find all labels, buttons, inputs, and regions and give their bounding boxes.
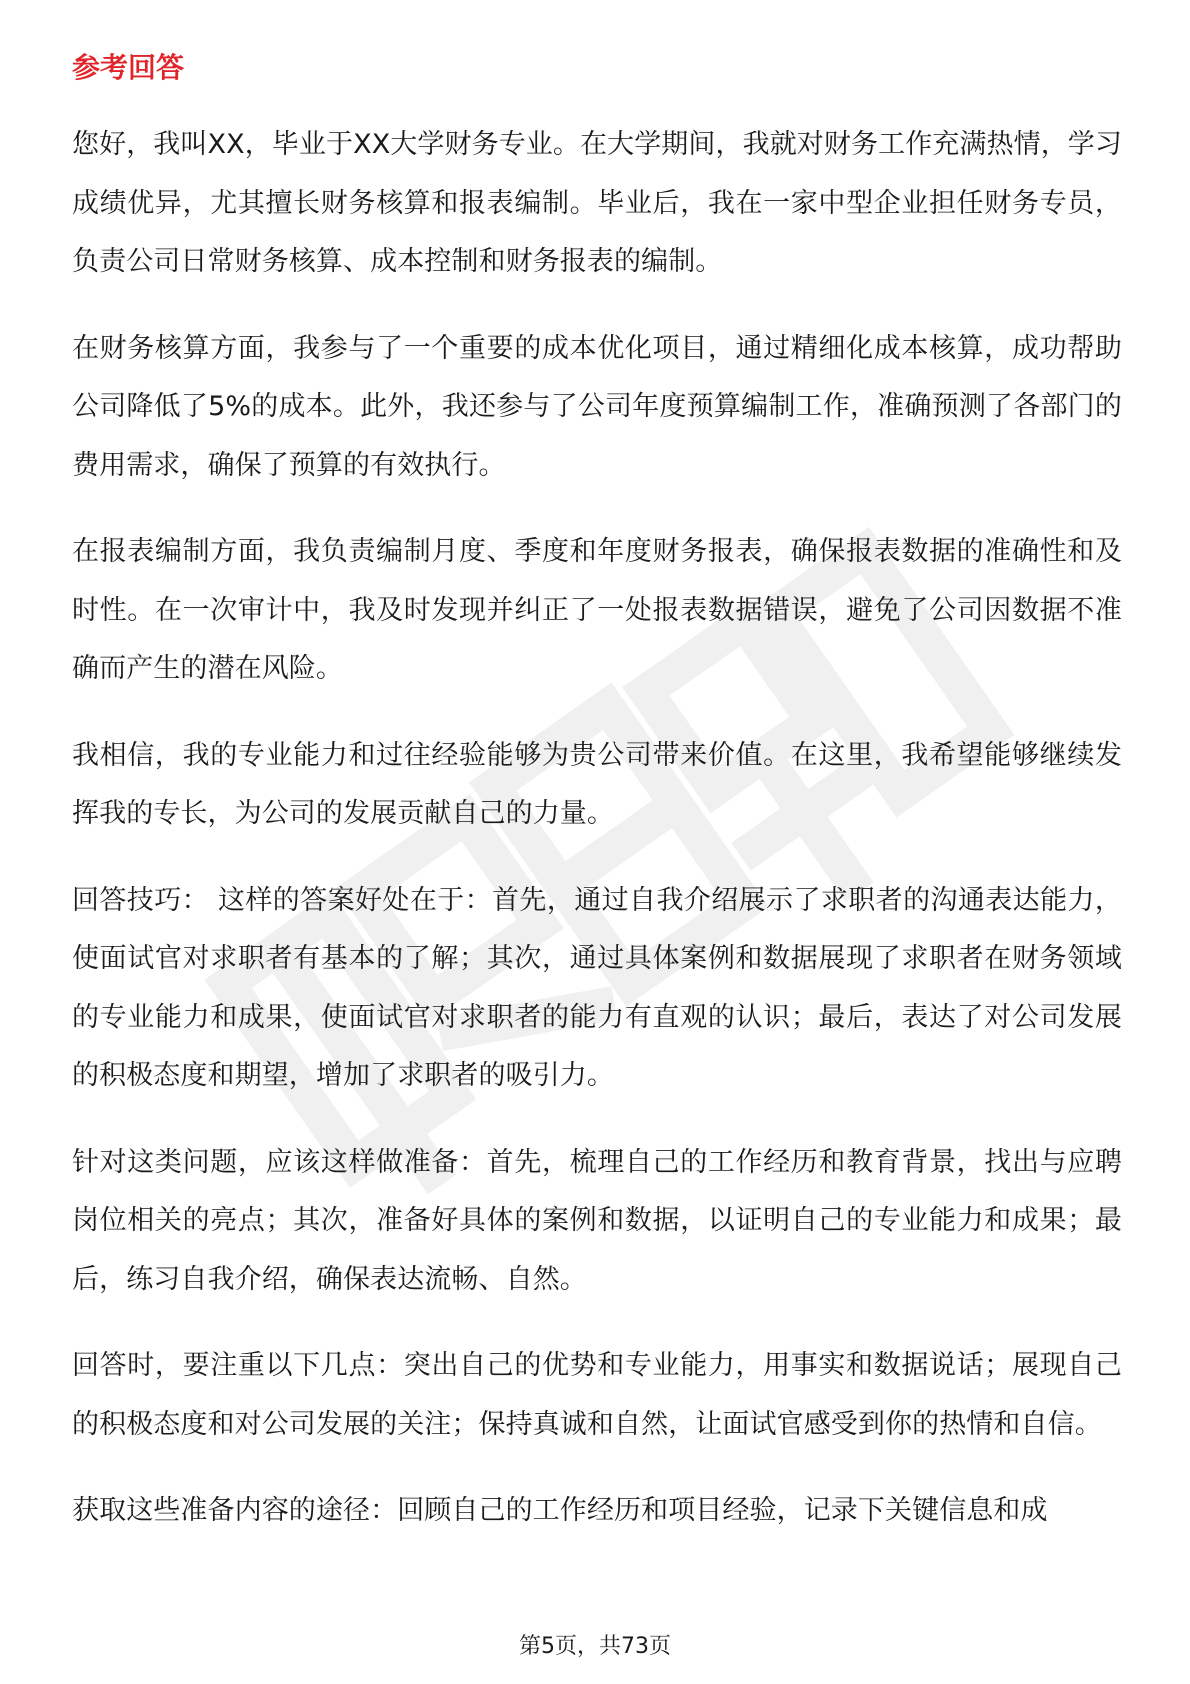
answer-paragraph-reporting: 在报表编制方面，我负责编制月度、季度和年度财务报表，确保报表数据的准确性和及时性。在一次审计中，我及时发现并纠正了一处报表数据错误，避免了公司因数据不准确而产生的潜在风险。: [72, 536, 1122, 684]
sources-paragraph: 获取这些准备内容的途径：回顾自己的工作经历和项目经验，记录下关键信息和成: [72, 1495, 1048, 1526]
document-body: [72, 48, 1122, 1569]
preparation-paragraph: 针对这类问题，应该这样做准备：首先，梳理自己的工作经历和教育背景，找出与应聘岗位相关的亮点；其次，准备好具体的案例和数据，以证明自己的专业能力和成果；最后，练习自我介绍，确保表达流畅、自然。: [72, 1146, 1122, 1295]
answer-paragraph-accounting: 在财务核算方面，我参与了一个重要的成本优化项目，通过精细化成本核算，成功帮助公司降低了5%的成本。此外，我还参与了公司年度预算编制工作，准确预测了各部门的费用需求，确保了预算的有效执行。: [72, 332, 1122, 481]
answer-paragraph-closing: 我相信，我的专业能力和过往经验能够为贵公司带来价值。在这里，我希望能够继续发挥我的专长，为公司的发展贡献自己的力量。: [72, 739, 1122, 829]
page-footer: 第5页，共73页: [519, 1634, 671, 1659]
answer-paragraph-intro: 您好，我叫XX，毕业于XX大学财务专业。在大学期间，我就对财务工作充满热情，学习成绩优异，尤其擅长财务核算和报表编制。毕业后，我在一家中型企业担任财务专员，负责公司日常财务核算、成本控制和财务报表的编制。: [72, 129, 1122, 277]
answer-points-paragraph: 回答时，要注重以下几点：突出自己的优势和专业能力，用事实和数据说话；展现自己的积极态度和对公司发展的关注；保持真诚和自然，让面试官感受到你的热情和自信。: [72, 1350, 1122, 1440]
section-title: 参考回答: [72, 51, 185, 84]
tips-paragraph: 回答技巧： 这样的答案好处在于：首先，通过自我介绍展示了求职者的沟通表达能力，使面试官对求职者有基本的了解；其次，通过具体案例和数据展现了求职者在财务领域的专业能力和成果，使面试官对求职者的能力有直观的认识；最后，表达了对公司发展的积极态度和期望，增加了求职者的吸引力。: [72, 884, 1122, 1091]
